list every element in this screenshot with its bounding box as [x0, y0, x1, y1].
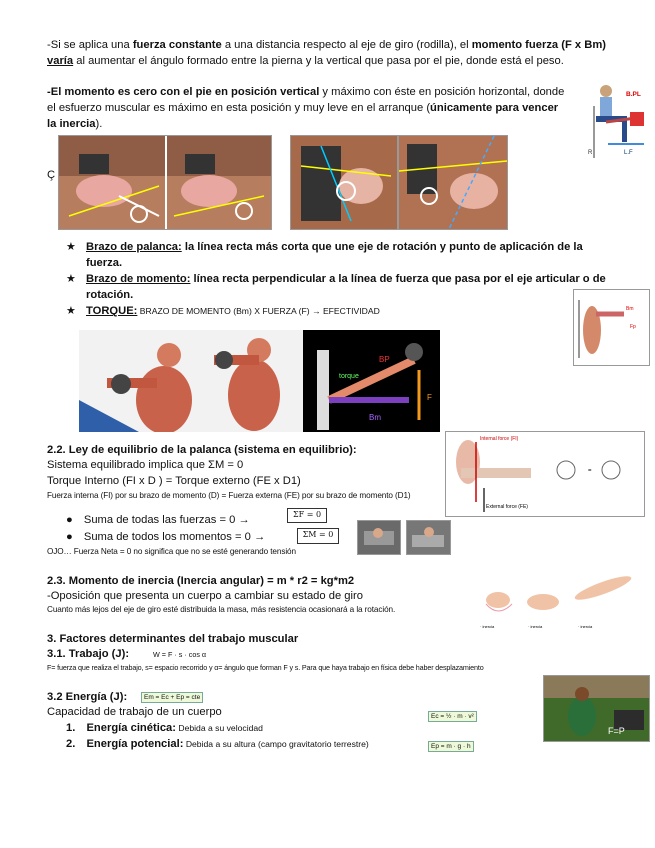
kinetic-energy-formula: Ec = ½ · m · v² — [428, 711, 477, 722]
section-3-heading — [47, 631, 447, 647]
sum-moments-item — [66, 529, 265, 545]
paragraph-moment-zero — [47, 84, 567, 132]
term: TORQUE: — [86, 305, 138, 317]
potential-energy-formula: Ep = m · g · h — [428, 741, 474, 752]
svg-text:Bm: Bm — [626, 306, 634, 312]
bold-text: momento fuerza (F x Bm) — [471, 39, 606, 51]
label-bp: BP — [379, 355, 390, 364]
svg-text:External force (FE): External force (FE) — [486, 504, 528, 510]
term: Brazo de momento: — [86, 273, 191, 285]
label-f: F — [427, 393, 432, 402]
svg-text:· inercia: · inercia — [480, 624, 495, 629]
text: ). — [95, 118, 103, 130]
term: Energía potencial: — [86, 738, 184, 750]
energy-item-kinetic — [66, 720, 263, 736]
note-tension: OJO… Fuerza Neta = 0 no significa que no se esté generando tensión — [47, 547, 296, 556]
heading-text: 3.1. Trabajo (J): — [47, 648, 130, 660]
inertia-body-positions — [478, 570, 648, 632]
item-number: 1. — [66, 722, 76, 734]
text: a una distancia respecto al eje de giro (rodilla), el — [221, 39, 472, 51]
shoulder-torque-diagram — [573, 289, 650, 366]
term: Energía cinética: — [86, 722, 176, 734]
term: Brazo de palanca: — [86, 241, 182, 253]
bullet-torque — [66, 303, 566, 319]
exercise-photo-1 — [357, 520, 401, 555]
svg-text:Fp: Fp — [630, 324, 636, 330]
energy-definition: Capacidad de trabajo de un cuerpo — [47, 706, 222, 718]
section-3-1-heading — [47, 646, 129, 662]
item-number: 2. — [66, 738, 76, 750]
inertia-definition: -Oposición que presenta un cuerpo a cambiar su estado de giro — [47, 590, 363, 602]
label-torque: torque — [339, 373, 359, 380]
work-definition: F= fuerza que realiza el trabajo, s= espacio recorrido y α= ángulo que forman F y s. Para que haya trabajo en física debe haber desplazamiento — [47, 663, 484, 672]
definition: la línea recta más corta que une eje de rotación y punto de aplicación de la fuerza. — [86, 241, 583, 269]
stray-character: Ç — [47, 169, 56, 181]
shoulder-abduction-illustrations — [79, 330, 440, 432]
svg-text:Internal force (FI): Internal force (FI) — [480, 436, 519, 442]
bullet-dot-icon: ● — [66, 531, 73, 543]
text: -Si se aplica una — [47, 39, 133, 51]
star-bullet-icon: ★ — [66, 241, 76, 253]
bullet-brazo-palanca — [66, 239, 614, 271]
label-fp: F=P — [608, 726, 625, 736]
elbow-lever-equilibrium-diagram — [445, 431, 645, 517]
svg-text:· inercia: · inercia — [528, 624, 543, 629]
section-2-3-heading — [47, 573, 467, 589]
heading-text: 2.3. Momento de inercia (Inercia angular) = m * r2 = kg*m2 — [47, 575, 355, 587]
sum-forces-formula: ΣF = 0 — [287, 508, 327, 523]
leg-extension-photo-2 — [290, 135, 398, 230]
torque-line: Torque Interno (FI x D ) = Torque externo (FE x D1) — [47, 475, 301, 487]
item-text: Suma de todas las fuerzas = 0 → — [83, 514, 250, 526]
heading-text: 2.2. Ley de equilibrio de la palanca (sistema en equilibrio): — [47, 444, 357, 456]
bullet-dot-icon: ● — [66, 514, 73, 526]
label-bm: Bm — [369, 413, 381, 422]
bold-text: fuerza constante — [132, 39, 222, 51]
svg-text:=: = — [588, 468, 592, 474]
exercise-photo-2 — [406, 520, 451, 555]
definition: BRAZO DE MOMENTO (Bm) X FUERZA (F) → EFECTIVIDAD — [137, 306, 380, 316]
leg-extension-photo-pair-1 — [58, 135, 272, 230]
underlined-text: varía — [47, 55, 74, 67]
section-2-2-heading — [47, 442, 447, 458]
energy-formula: Em = Ec + Ep = cte — [141, 692, 203, 703]
bullet-brazo-momento — [66, 271, 614, 303]
text: y máximo con éste en posición horizontal, donde el esfuerzo muscular es máximo en esta posición y muy leve en el arranque ( — [47, 86, 565, 114]
definition: Debida a su velocidad — [176, 723, 263, 733]
inertia-note: Cuanto más lejos del eje de giro esté distribuida la masa, más resistencia ocasionará a la rotación. — [47, 605, 396, 614]
leg-extension-diagram — [586, 78, 648, 162]
star-bullet-icon: ★ — [66, 305, 76, 317]
definition: Debida a su altura (campo gravitatorio terrestre) — [183, 739, 369, 749]
paragraph-moment-varies — [47, 37, 627, 69]
label-r: R — [588, 150, 593, 156]
work-formula: W = F · s · cos α — [153, 650, 207, 659]
athlete-photo — [543, 675, 650, 742]
heading-text: 3.2 Energía (J): — [47, 691, 128, 703]
label-lf: L.F — [624, 150, 633, 156]
equilibrium-line: Sistema equilibrado implica que ΣM = 0 — [47, 459, 244, 471]
text: al aumentar el ángulo formado entre la pierna y la vertical que pasa por el pie, donde está el peso. — [73, 55, 564, 67]
label-bpl: B.PL — [626, 91, 641, 98]
star-bullet-icon: ★ — [66, 273, 76, 285]
item-text: Suma de todos los momentos = 0 → — [83, 531, 266, 543]
sum-moments-formula: ΣM = 0 — [297, 528, 339, 544]
energy-item-potential — [66, 736, 369, 752]
leg-extension-photo-3 — [398, 135, 508, 230]
sum-forces-item — [66, 512, 250, 528]
definition: línea recta perpendicular a la línea de fuerza que pasa por el eje articular o de rotación. — [86, 273, 606, 301]
heading-text: 3. Factores determinantes del trabajo muscular — [47, 633, 299, 645]
svg-text:· inercia: · inercia — [578, 624, 593, 629]
section-3-2-heading — [47, 689, 127, 705]
bold-text: únicamente para vencer la inercia — [47, 102, 559, 130]
force-definition-line: Fuerza interna (FI) por su brazo de momento (D) = Fuerza externa (FE) por su brazo de momento (D1) — [47, 491, 411, 500]
bold-text: -El momento es cero con el pie en posición vertical — [47, 86, 320, 98]
